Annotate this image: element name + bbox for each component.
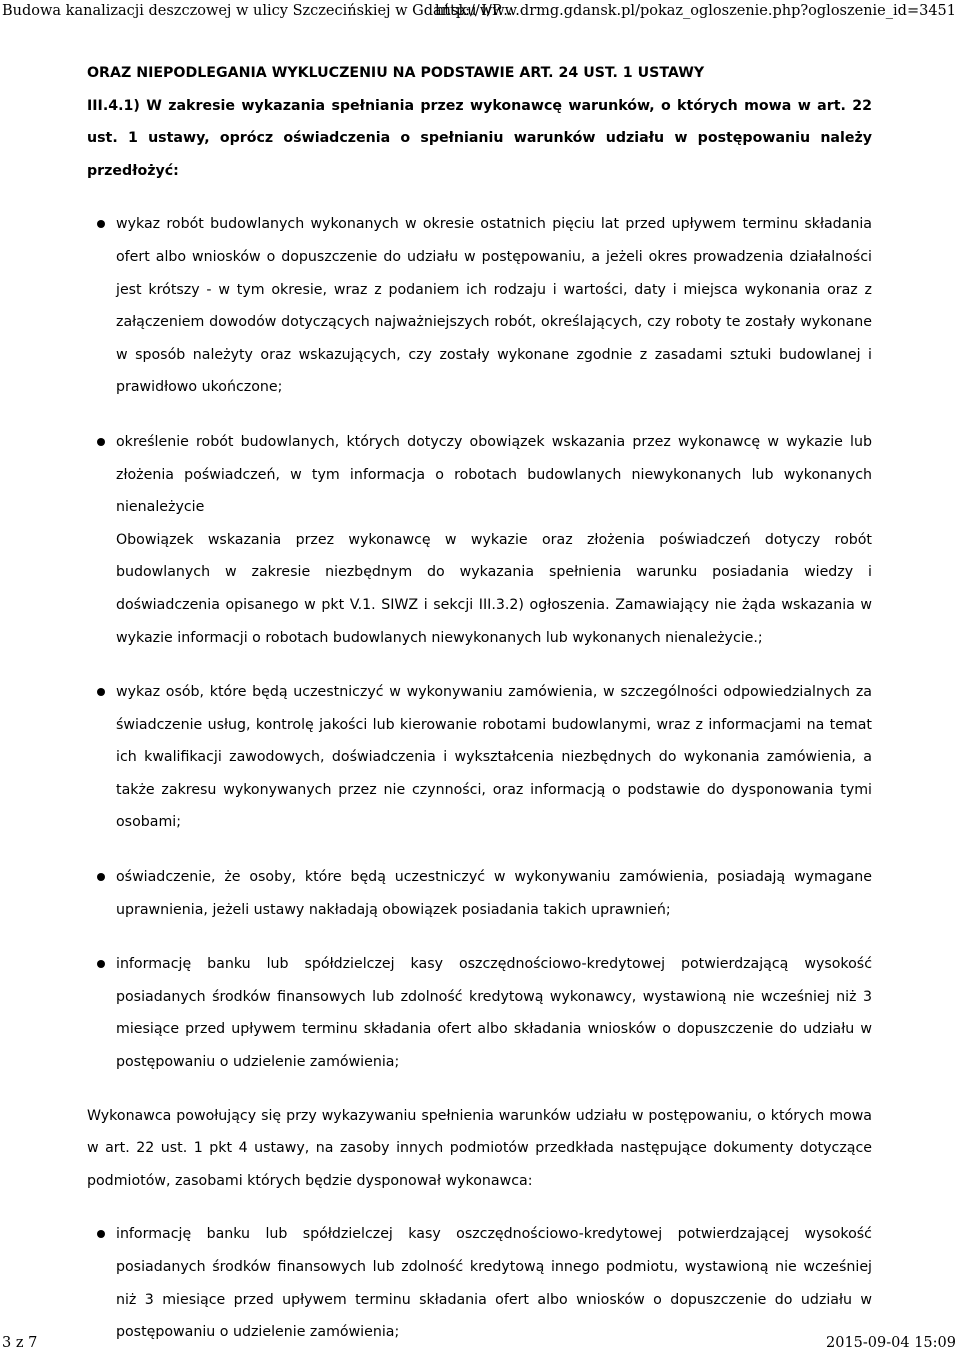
- list-item-text: określenie robót budowlanych, których dotyczy obowiązek wskazania przez wykonawcę w wykazie lub złożenia poświadczeń, w tym informacja o robotach budowlanych niewykonanych lub wykonanych nienależycie: [116, 433, 872, 516]
- list-item-text: oświadczenie, że osoby, które będą uczestniczyć w wykonywaniu zamówienia, posiadają wymagane uprawnienia, jeżeli ustawy nakładają obowiązek posiadania takich uprawnień;: [116, 869, 872, 918]
- list-item: [87, 1218, 872, 1348]
- list-item: [87, 861, 872, 926]
- list-item: [87, 948, 872, 1078]
- list-item-note: Obowiązek wskazania przez wykonawcę w wykazie oraz złożenia poświadczeń dotyczy robót budowlanych w zakresie niezbędnym do wykazania spełnienia warunku posiadania wiedzy i doświadczenia opisanego w pkt V.1. SIWZ i sekcji III.3.2) ogłoszenia. Zamawiający nie żąda wskazania w wykazie informacji o robotach budowlanych niewykonanych lub wykonanych nienależycie.;: [116, 531, 872, 646]
- page-number: 3 z 7: [2, 1335, 38, 1351]
- other-entities-documents-list: [87, 1218, 872, 1348]
- print-timestamp: 2015-09-04 15:09: [826, 1335, 956, 1351]
- resources-paragraph: Wykonawca powołujący się przy wykazywaniu spełnienia warunków udziału w postępowaniu, o których mowa w art. 22 ust. 1 pkt 4 ustawy, na zasoby innych podmiotów przedkłada następujące dokumenty dotyczące podmiotów, zasobami których będzie dysponował wykonawca:: [87, 1107, 872, 1189]
- list-item: [87, 208, 872, 404]
- print-header-title: Budowa kanalizacji deszczowej w ulicy Szczecińskiej w Gdańsku I/P...: [2, 3, 513, 19]
- bullet-icon: [97, 220, 105, 228]
- list-item-text: wykaz osób, które będą uczestniczyć w wykonywaniu zamówienia, w szczególności odpowiedzialnych za świadczenie usług, kontrolę jakości lub kierowanie robotami budowlanymi, wraz z informacjami na temat ich kwalifikacji zawodowych, doświadczenia i wykształcenia niezbędnych do wykonania zamówienia, a także zakresu wykonywanych przez nie czynności, oraz informacją o podstawie do dysponowania tymi osobami;: [116, 684, 872, 831]
- bullet-icon: [97, 688, 105, 696]
- bullet-icon: [97, 960, 105, 968]
- section-subheading: III.4.1) W zakresie wykazania spełniania przez wykonawcę warunków, o których mowa w art. 22 ust. 1 ustawy, oprócz oświadczenia o spełnianiu warunków udziału w postępowaniu należy przedłożyć:: [87, 97, 872, 179]
- section-heading: ORAZ NIEPODLEGANIA WYKLUCZENIU NA PODSTAWIE ART. 24 UST. 1 USTAWY: [87, 65, 705, 81]
- bullet-icon: [97, 438, 105, 446]
- print-header-url: http://www.drmg.gdansk.pl/pokaz_ogloszenie.php?ogloszenie_id=3451: [434, 3, 956, 19]
- list-item: [87, 676, 872, 839]
- document-body: [87, 57, 872, 1349]
- bullet-icon: [97, 1230, 105, 1238]
- list-item-text: informację banku lub spółdzielczej kasy oszczędnościowo-kredytowej potwierdzającej wysokość posiadanych środków finansowych lub zdolność kredytową innego podmiotu, wystawioną nie wcześniej niż 3 miesiące przed upływem terminu składania ofert albo wniosków o dopuszczenie do udziału w postępowaniu o udzielenie zamówienia;: [116, 1226, 872, 1341]
- list-item-text: informację banku lub spółdzielczej kasy oszczędnościowo-kredytowej potwierdzającą wysokość posiadanych środków finansowych lub zdolność kredytową wykonawcy, wystawioną nie wcześniej niż 3 miesiące przed upływem terminu składania ofert albo składania wniosków o dopuszczenie do udziału w postępowaniu o udzielenie zamówienia;: [116, 956, 872, 1071]
- bullet-icon: [97, 873, 105, 881]
- list-item-text: wykaz robót budowlanych wykonanych w okresie ostatnich pięciu lat przed upływem terminu składania ofert albo wniosków o dopuszczenie do udziału w postępowaniu, a jeżeli okres prowadzenia działalności jest krótszy - w tym okresie, wraz z podaniem ich rodzaju i wartości, daty i miejsca wykonania oraz z załączeniem dowodów dotyczących najważniejszych robót, określających, czy roboty te zostały wykonane w sposób należyty oraz wskazujących, czy zostały wykonane zgodnie z zasadami sztuki budowlanej i prawidłowo ukończone;: [116, 216, 872, 396]
- required-documents-list: [87, 208, 872, 1078]
- list-item: [87, 426, 872, 654]
